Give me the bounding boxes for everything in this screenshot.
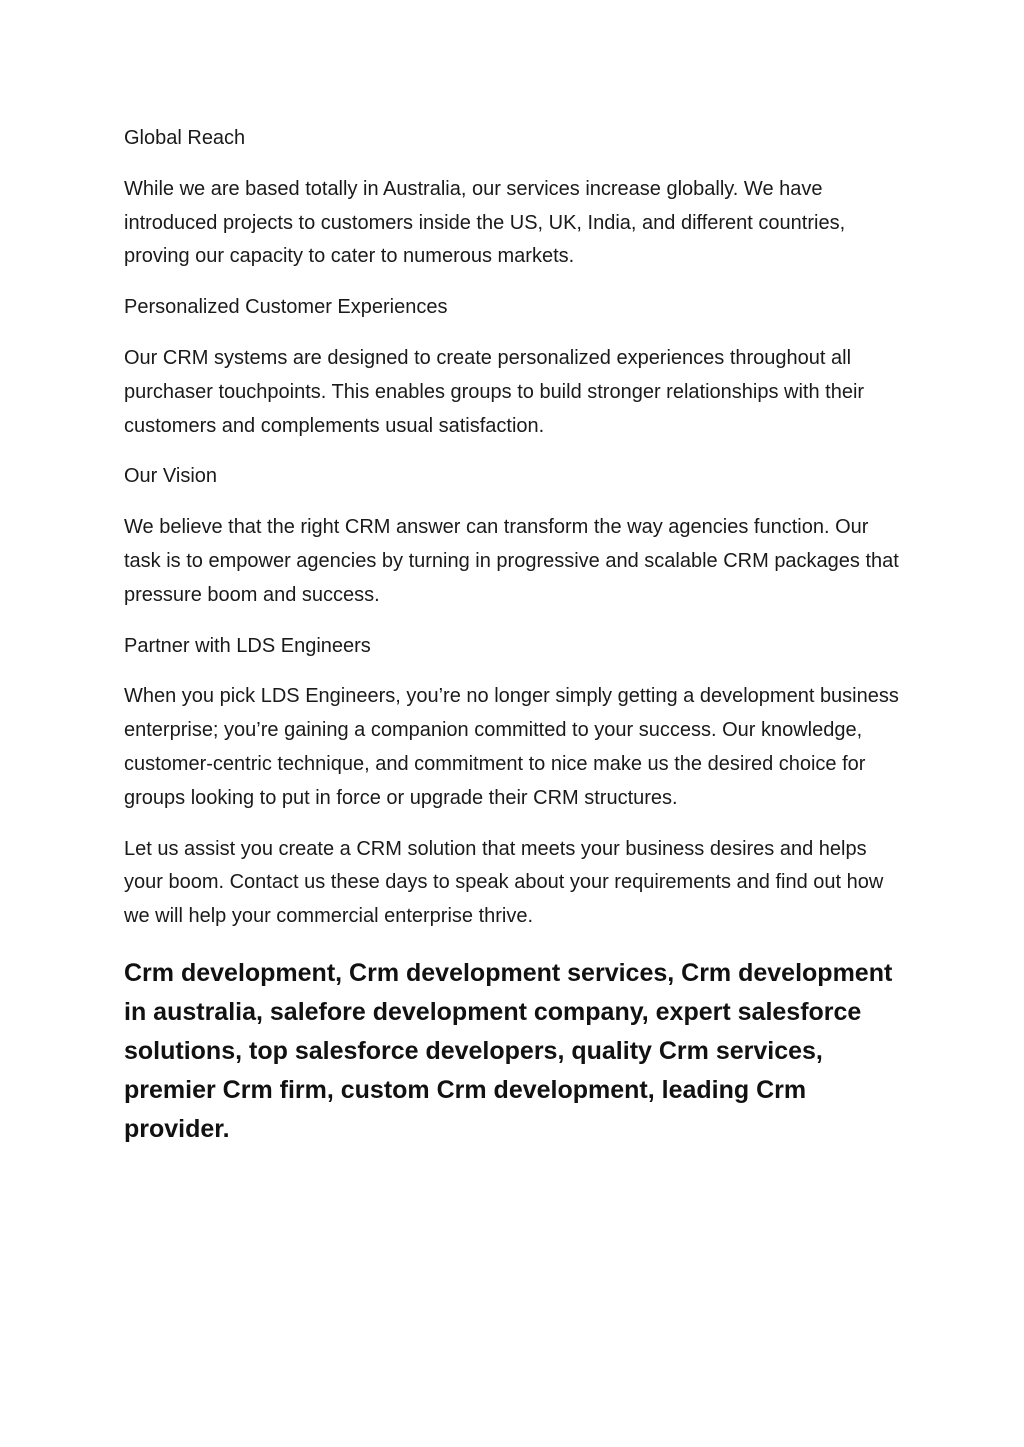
section-personalized-experiences	[124, 291, 904, 443]
document-page	[124, 122, 904, 1149]
section-heading: Our Vision	[124, 465, 218, 488]
section-our-vision	[124, 460, 904, 612]
section-heading: Global Reach	[124, 127, 246, 149]
section-body: While we are based totally in Australia, our services increase globally. We have introduced projects to customers inside the US, UK, India, and different countries, proving our capacity to cater to numerous markets.	[124, 177, 846, 268]
keywords-paragraph: Crm development, Crm development services, Crm development in australia, salefore development company, expert salesforce solutions, top salesforce developers, quality Crm services, premier Crm firm, custom Crm development, leading Crm provider.	[124, 958, 893, 1143]
section-body: We believe that the right CRM answer can transform the way agencies function. Our task is to empower agencies by turning in progressive and scalable CRM packages that pressure boom and success.	[124, 516, 899, 606]
section-heading: Personalized Customer Experiences	[124, 296, 448, 319]
section-global-reach	[124, 122, 904, 274]
section-heading: Partner with LDS Engineers	[124, 634, 371, 657]
section-partner	[124, 630, 904, 816]
section-body: When you pick LDS Engineers, you’re no longer simply getting a development business enterprise; you’re gaining a companion committed to your success. Our knowledge, customer-centric technique, and commitment to nice make us the desired choice for groups looking to put in force or upgrade their CRM structures.	[124, 685, 899, 809]
closing-paragraph: Let us assist you create a CRM solution that meets your business desires and helps your boom. Contact us these days to speak about your requirements and find out how we will help your commercial enterprise thrive.	[124, 837, 884, 928]
section-body: Our CRM systems are designed to create personalized experiences throughout all purchaser touchpoints. This enables groups to build stronger relationships with their customers and complements usual satisfaction.	[124, 346, 865, 437]
